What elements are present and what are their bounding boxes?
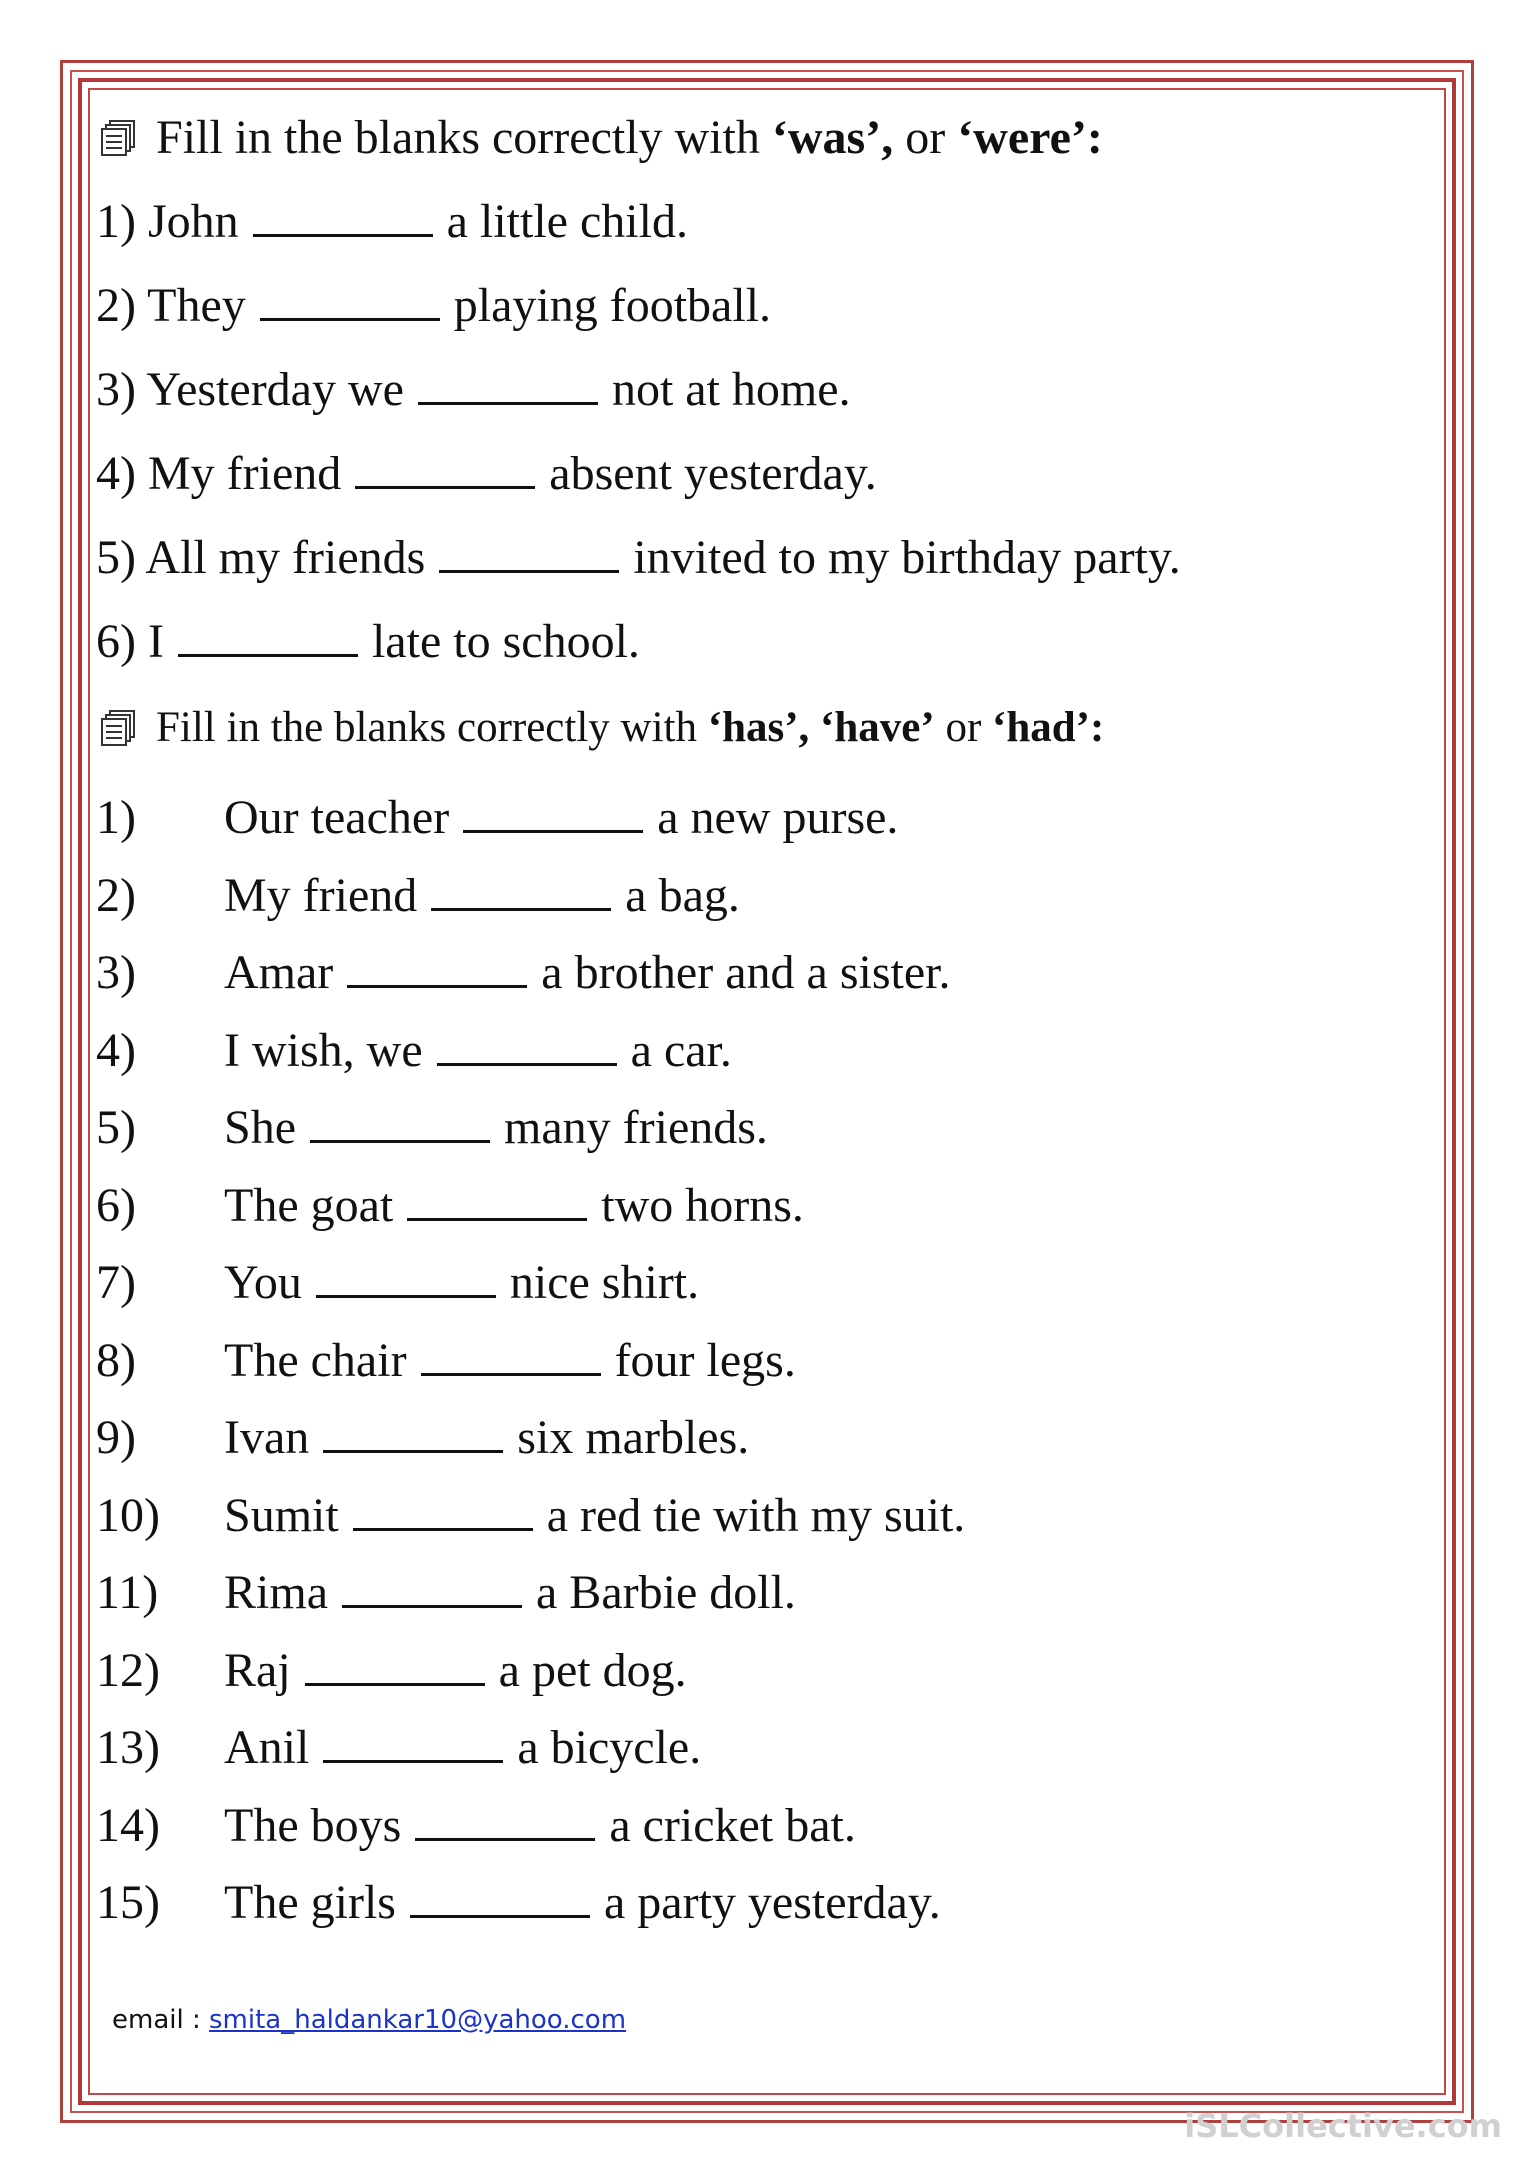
item-text-before: I wish, we (224, 1024, 423, 1077)
section1-option-was: ‘was’, (771, 111, 894, 164)
list-item (96, 528, 1181, 588)
item-number: 12) (96, 1644, 160, 1697)
answer-blank[interactable] (407, 1182, 587, 1221)
item-number: 3) (96, 363, 136, 416)
item-number: 6) (96, 615, 136, 668)
item-text-after: two horns. (601, 1179, 804, 1232)
item-text-after: a red tie with my suit. (546, 1489, 966, 1542)
item-number: 13) (96, 1721, 160, 1774)
item-text-before: The girls (224, 1876, 396, 1929)
item-text-before: Yesterday we (146, 363, 404, 416)
section2-heading (98, 703, 1104, 752)
answer-blank[interactable] (431, 872, 611, 911)
item-number: 9) (96, 1411, 136, 1464)
answer-blank[interactable] (463, 794, 643, 833)
item-text-before: Ivan (224, 1411, 310, 1464)
item-number: 2) (96, 279, 136, 332)
item-text-before: All my friends (145, 531, 426, 584)
item-text-after: playing football. (453, 279, 772, 332)
item-text-after: four legs. (614, 1334, 796, 1387)
item-text-after: a brother and a sister. (541, 946, 951, 999)
item-text-before: Anil (224, 1721, 310, 1774)
answer-blank[interactable] (415, 1802, 595, 1841)
item-text-before: She (224, 1101, 296, 1154)
footer-email (112, 2005, 626, 2035)
section2-option-has-have: ‘has’, ‘have’ (707, 704, 935, 751)
item-text-before: Raj (224, 1644, 291, 1697)
item-text-before: The goat (224, 1179, 394, 1232)
item-text-before: You (224, 1256, 302, 1309)
answer-blank[interactable] (342, 1569, 522, 1608)
answer-blank[interactable] (355, 450, 535, 489)
item-text-before: I (147, 615, 164, 668)
item-text-before: The boys (224, 1799, 402, 1852)
list-item (96, 1331, 796, 1391)
answer-blank[interactable] (437, 1027, 617, 1066)
item-text-before: Our teacher (224, 791, 450, 844)
item-text-after: a car. (630, 1024, 732, 1077)
section2-option-had: ‘had’: (992, 704, 1105, 751)
item-number: 2) (96, 869, 136, 922)
item-text-before: My friend (147, 447, 342, 500)
item-number: 3) (96, 946, 136, 999)
answer-blank[interactable] (421, 1337, 601, 1376)
item-number: 7) (96, 1256, 136, 1309)
list-item (96, 1563, 796, 1623)
email-label: email : (112, 2005, 209, 2035)
list-item (96, 1873, 941, 1933)
item-text-after: many friends. (504, 1101, 768, 1154)
answer-blank[interactable] (418, 366, 598, 405)
list-item (96, 1796, 856, 1856)
item-text-after: a pet dog. (498, 1644, 687, 1697)
email-link[interactable]: smita_haldankar10@yahoo.com (209, 2005, 627, 2035)
item-text-after: a new purse. (657, 791, 899, 844)
list-item (96, 788, 898, 848)
item-text-before: Amar (224, 946, 334, 999)
item-number: 1) (96, 195, 136, 248)
list-item (96, 1641, 687, 1701)
item-text-after: nice shirt. (509, 1256, 700, 1309)
item-number: 14) (96, 1799, 160, 1852)
item-number: 5) (96, 531, 136, 584)
answer-blank[interactable] (310, 1104, 490, 1143)
list-item (96, 444, 877, 504)
section2-instruction: Fill in the blanks correctly with ‘has’, ‘have’ or ‘had’: (156, 704, 1105, 751)
list-item (96, 1486, 965, 1546)
item-text-after: a Barbie doll. (536, 1566, 796, 1619)
list-item (96, 192, 688, 252)
answer-blank[interactable] (178, 618, 358, 657)
list-item (96, 1098, 768, 1158)
answer-blank[interactable] (347, 949, 527, 988)
item-text-after: invited to my birthday party. (633, 531, 1181, 584)
answer-blank[interactable] (323, 1414, 503, 1453)
list-item (96, 1408, 749, 1468)
answer-blank[interactable] (260, 282, 440, 321)
item-text-after: late to school. (371, 615, 640, 668)
item-text-after: a bicycle. (517, 1721, 702, 1774)
item-number: 4) (96, 447, 136, 500)
item-text-before: Rima (224, 1566, 328, 1619)
list-item (96, 943, 951, 1003)
item-number: 1) (96, 791, 136, 844)
answer-blank[interactable] (323, 1724, 503, 1763)
documents-icon (98, 118, 138, 158)
item-number: 10) (96, 1489, 160, 1542)
item-text-after: six marbles. (517, 1411, 750, 1464)
section1-instruction: Fill in the blanks correctly with ‘was’, or ‘were’: (156, 111, 1103, 164)
list-item (96, 1253, 699, 1313)
documents-icon (98, 708, 138, 748)
list-item (96, 1176, 804, 1236)
section1-heading (98, 110, 1103, 165)
item-number: 15) (96, 1876, 160, 1929)
answer-blank[interactable] (353, 1492, 533, 1531)
watermark: iSLCollective.com (1184, 2107, 1502, 2145)
list-item (96, 866, 740, 926)
item-text-after: a bag. (625, 869, 740, 922)
section1-option-were: ‘were’: (957, 111, 1103, 164)
item-number: 11) (96, 1566, 159, 1619)
item-text-after: a cricket bat. (609, 1799, 856, 1852)
list-item (96, 276, 771, 336)
answer-blank[interactable] (253, 198, 433, 237)
answer-blank[interactable] (439, 534, 619, 573)
list-item (96, 360, 851, 420)
answer-blank[interactable] (316, 1259, 496, 1298)
item-number: 5) (96, 1101, 136, 1154)
item-text-after: a little child. (446, 195, 688, 248)
item-text-after: not at home. (611, 363, 851, 416)
answer-blank[interactable] (305, 1647, 485, 1686)
answer-blank[interactable] (410, 1879, 590, 1918)
item-text-after: absent yesterday. (549, 447, 877, 500)
item-number: 8) (96, 1334, 136, 1387)
item-text-before: John (147, 195, 239, 248)
list-item (96, 612, 640, 672)
item-text-before: They (147, 279, 246, 332)
item-number: 6) (96, 1179, 136, 1232)
item-text-after: a party yesterday. (603, 1876, 941, 1929)
item-number: 4) (96, 1024, 136, 1077)
item-text-before: Sumit (224, 1489, 339, 1542)
list-item (96, 1718, 701, 1778)
item-text-before: My friend (224, 869, 418, 922)
list-item (96, 1021, 732, 1081)
item-text-before: The chair (224, 1334, 407, 1387)
